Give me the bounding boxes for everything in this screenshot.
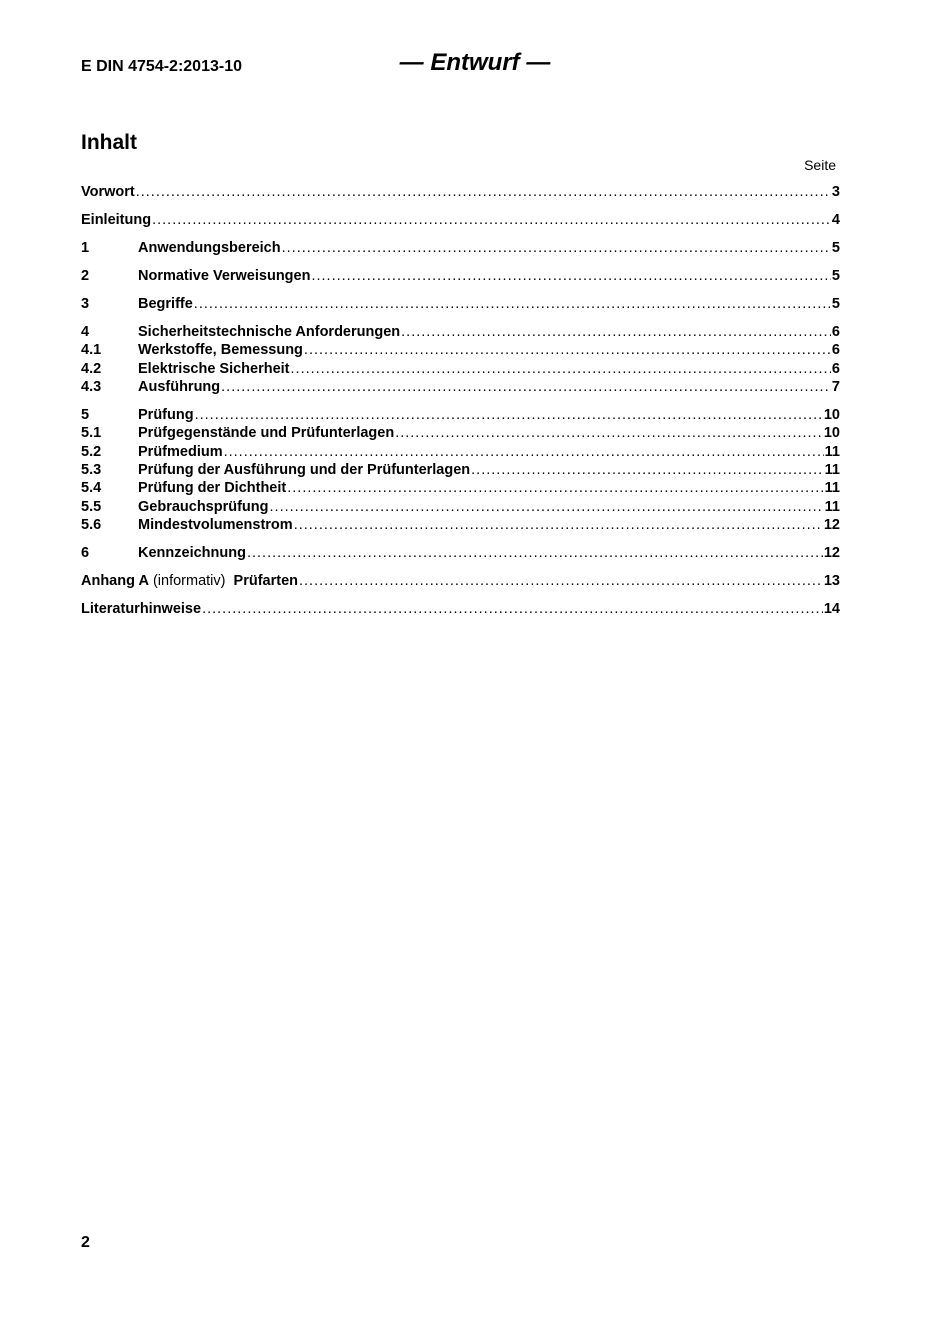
toc-leader	[311, 268, 830, 284]
toc-entry-1[interactable]	[81, 240, 840, 258]
toc-leader	[194, 296, 831, 312]
toc-entry-5-2[interactable]	[81, 444, 840, 462]
toc-entry-number: 5	[81, 407, 90, 423]
toc-entry-subtitle: Prüfarten	[233, 573, 298, 589]
toc-entry-5-5[interactable]	[81, 499, 840, 517]
toc-entry-page: 6	[831, 324, 840, 340]
toc-leader	[282, 240, 831, 256]
toc-entry-title: Prüfgegenstände und Prüfunterlagen	[138, 425, 395, 441]
toc-entry-4-2[interactable]	[81, 361, 840, 379]
document-id: E DIN 4754-2:2013-10	[81, 58, 242, 75]
page-number: 2	[81, 1234, 90, 1251]
toc-leader	[291, 361, 831, 377]
toc-entry-page: 14	[823, 601, 840, 617]
toc-entry-page: 3	[831, 184, 840, 200]
toc-entry-title: Prüfmedium	[138, 444, 223, 460]
toc-leader	[395, 425, 823, 441]
toc-entry-vorwort[interactable]	[81, 184, 840, 202]
toc-leader	[195, 407, 823, 423]
toc-entry-5-3[interactable]	[81, 462, 840, 480]
toc-leader	[294, 517, 823, 533]
draft-label: — Entwurf —	[399, 49, 551, 76]
toc-entry-page: 10	[823, 407, 840, 423]
toc-entry-4-1[interactable]	[81, 342, 840, 360]
toc-leader	[270, 499, 824, 515]
toc-entry-number: 5.2	[81, 444, 102, 460]
toc-entry-page: 7	[831, 379, 840, 395]
toc-entry-number: 1	[81, 240, 90, 256]
toc-leader	[136, 184, 831, 200]
toc-leader	[152, 212, 831, 228]
toc-entry-title: Anwendungsbereich	[138, 240, 281, 256]
toc-entry-page: 11	[824, 444, 840, 460]
toc-leader	[221, 379, 831, 395]
toc-entry-literaturhinweise[interactable]	[81, 601, 840, 619]
toc-entry-number: 5.4	[81, 480, 102, 496]
toc-entry-number: 5.5	[81, 499, 102, 515]
toc-entry-5-4[interactable]	[81, 480, 840, 498]
toc-entry-5[interactable]	[81, 407, 840, 425]
toc-entry-title: Normative Verweisungen	[138, 268, 311, 284]
toc-leader	[401, 324, 831, 340]
toc-entry-title: Prüfung der Ausführung und der Prüfunterlagen	[138, 462, 471, 478]
toc-entry-anhang-a[interactable]	[81, 573, 840, 591]
toc-entry-title: Prüfung der Dichtheit	[138, 480, 287, 496]
toc-entry-title: Literaturhinweise	[81, 601, 202, 617]
toc-leader	[202, 601, 823, 617]
toc-entry-page: 11	[824, 462, 840, 478]
toc-entry-number: 4.1	[81, 342, 102, 358]
toc-entry-title: Ausführung	[138, 379, 221, 395]
toc-entry-title: Einleitung	[81, 212, 152, 228]
toc-entry-title: Sicherheitstechnische Anforderungen	[138, 324, 401, 340]
toc-entry-note: (informativ)	[148, 573, 234, 589]
toc-entry-5-6[interactable]	[81, 517, 840, 535]
toc-leader	[224, 444, 824, 460]
toc-entry-title: Gebrauchsprüfung	[138, 499, 269, 515]
toc-entry-3[interactable]	[81, 296, 840, 314]
toc-leader	[299, 573, 823, 589]
toc-entry-einleitung[interactable]	[81, 212, 840, 230]
page-column-label: Seite	[804, 157, 836, 173]
toc-entry-title: Mindestvolumenstrom	[138, 517, 293, 533]
toc-entry-page: 4	[831, 212, 840, 228]
toc-entry-title: Vorwort	[81, 184, 135, 200]
toc-entry-page: 13	[823, 573, 840, 589]
toc-entry-page: 6	[831, 361, 840, 377]
toc-entry-title: Kennzeichnung	[138, 545, 246, 561]
toc-entry-page: 6	[831, 342, 840, 358]
toc-entry-4[interactable]	[81, 324, 840, 342]
toc-entry-title: Begriffe	[138, 296, 193, 312]
toc-entry-number: 5.6	[81, 517, 102, 533]
toc-entry-page: 5	[831, 296, 840, 312]
toc-entry-number: 5.3	[81, 462, 102, 478]
toc-entry-title: Prüfung	[138, 407, 194, 423]
toc-leader	[304, 342, 831, 358]
toc-entry-number: 5.1	[81, 425, 102, 441]
toc-entry-page: 5	[831, 240, 840, 256]
toc-leader	[247, 545, 823, 561]
toc-entry-title: Elektrische Sicherheit	[138, 361, 290, 377]
toc-entry-4-3[interactable]	[81, 379, 840, 397]
toc-entry-number: 2	[81, 268, 90, 284]
toc-entry-number: 4.3	[81, 379, 102, 395]
toc-entry-number: 3	[81, 296, 90, 312]
toc-entry-number: 4.2	[81, 361, 102, 377]
toc-entry-page: 5	[831, 268, 840, 284]
toc-entry-6[interactable]	[81, 545, 840, 563]
toc-entry-2[interactable]	[81, 268, 840, 286]
toc-entry-number: 4	[81, 324, 90, 340]
toc-leader	[287, 480, 823, 496]
toc-title: Inhalt	[81, 131, 137, 154]
toc-entry-title: Werkstoffe, Bemessung	[138, 342, 303, 358]
toc-entry-number: 6	[81, 545, 90, 561]
toc-entry-title: Anhang A	[81, 573, 149, 589]
toc-entry-page: 10	[823, 425, 840, 441]
toc-entry-page: 11	[824, 480, 840, 496]
toc-entry-5-1[interactable]	[81, 425, 840, 443]
toc-entry-page: 11	[824, 499, 840, 515]
toc-entry-page: 12	[823, 545, 840, 561]
toc-entry-page: 12	[823, 517, 840, 533]
toc-leader	[471, 462, 824, 478]
